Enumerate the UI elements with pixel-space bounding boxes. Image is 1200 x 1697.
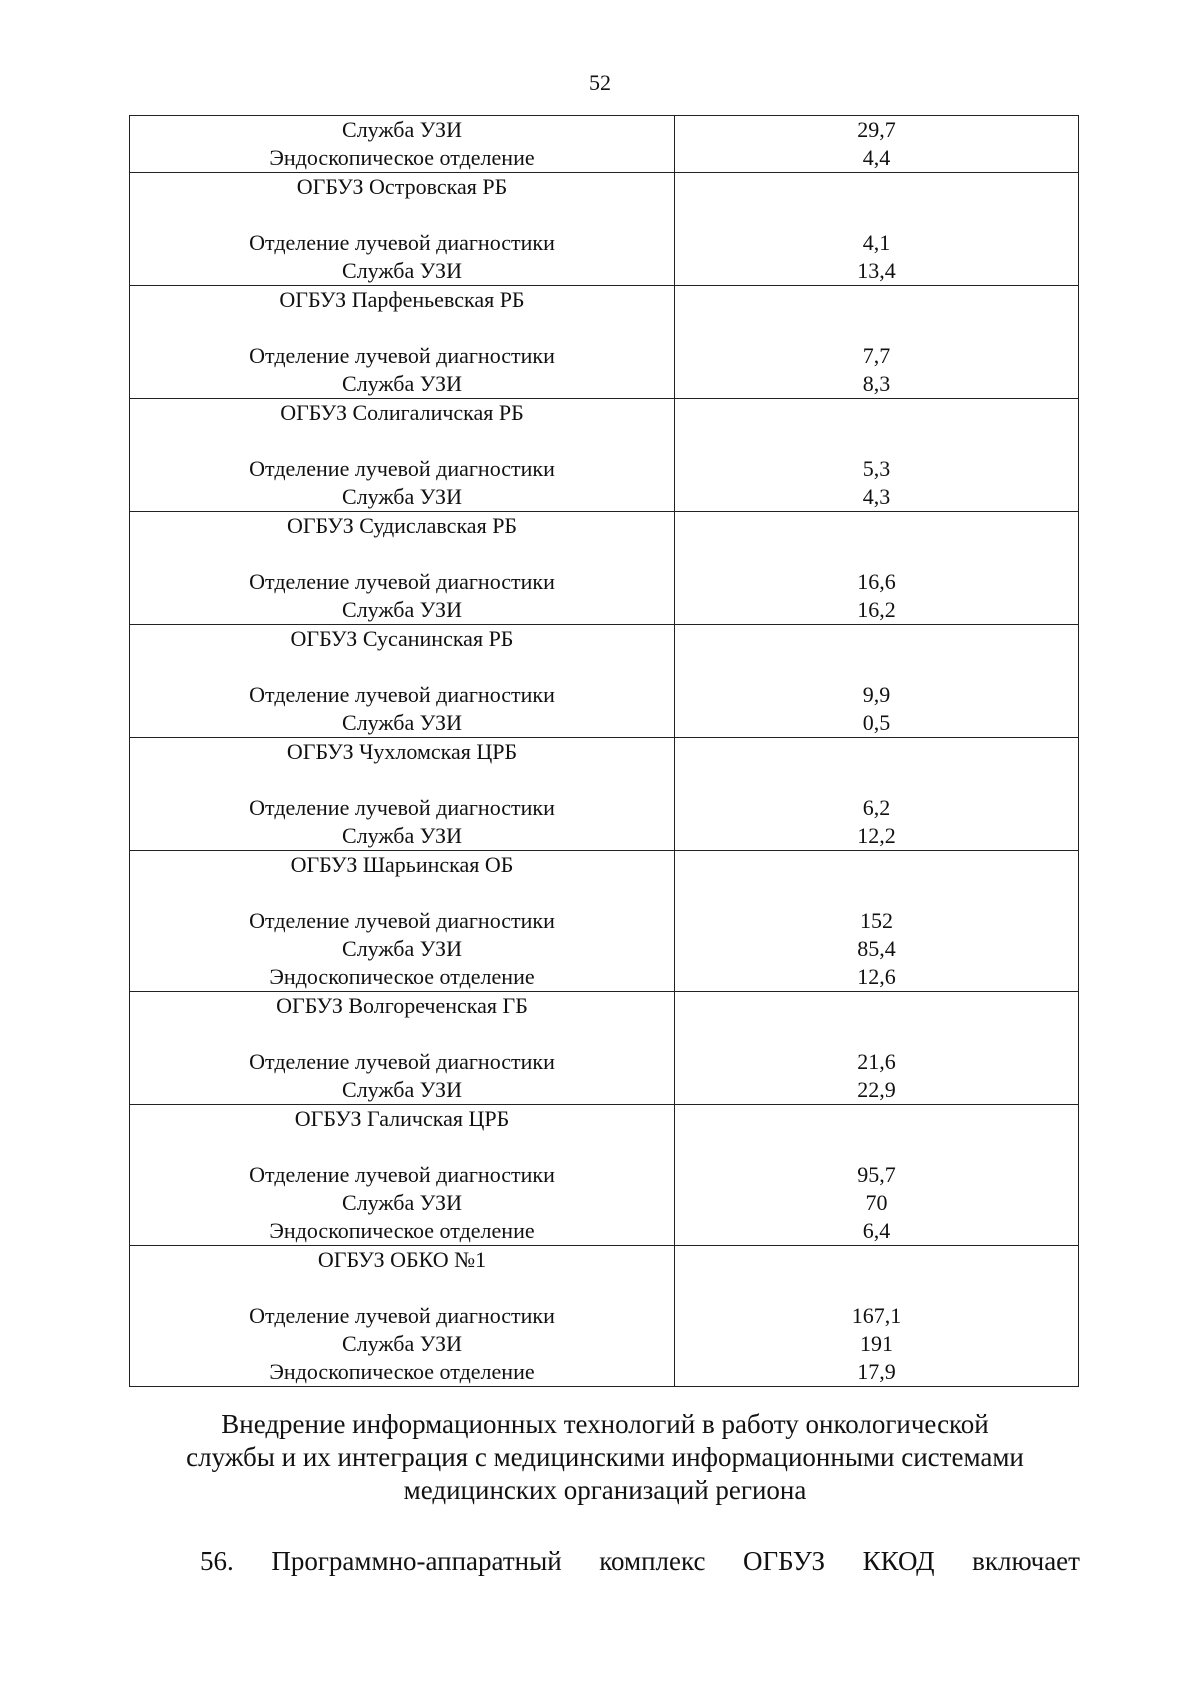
organization-name: ОГБУЗ Чухломская ЦРБ [286,739,518,764]
value-cell [675,992,1079,1105]
department-cell [130,286,675,399]
department-value: 8,3 [862,371,891,396]
value-cell [675,399,1079,512]
department-value: 0,5 [862,710,891,735]
department-cell [130,173,675,286]
value-cell [675,851,1079,992]
organization-name: ОГБУЗ Островская РБ [296,174,508,199]
table-row [130,1246,1079,1387]
table-row [130,286,1079,399]
value-cell [675,512,1079,625]
value-cell [675,625,1079,738]
department-name: Служба УЗИ [342,597,462,622]
department-name: Отделение лучевой диагностики [249,1049,555,1074]
department-name: Эндоскопическое отделение [269,145,535,170]
table-row [130,399,1079,512]
paragraph-word: 56. [200,1546,234,1576]
organization-name: ОГБУЗ Парфеньевская РБ [279,287,525,312]
department-value: 21,6 [857,1049,896,1074]
department-value: 7,7 [862,343,891,368]
table-row [130,992,1079,1105]
value-cell [675,173,1079,286]
department-name: Отделение лучевой диагностики [249,795,555,820]
section-heading [130,1408,1080,1507]
department-name: Отделение лучевой диагностики [249,569,555,594]
department-name: Отделение лучевой диагностики [249,1303,555,1328]
department-value: 12,6 [857,964,896,989]
department-cell [130,512,675,625]
value-cell [675,738,1079,851]
department-value: 4,4 [862,145,891,170]
page-number: 52 [589,70,611,95]
department-name: Отделение лучевой диагностики [249,908,555,933]
table-row [130,738,1079,851]
department-value: 17,9 [857,1359,896,1384]
department-value: 12,2 [857,823,896,848]
statistics-table [129,115,1079,1387]
department-cell [130,1246,675,1387]
department-cell [130,738,675,851]
department-value: 152 [860,908,893,933]
department-value: 95,7 [857,1162,896,1187]
department-name: Служба УЗИ [342,1190,462,1215]
organization-name: ОГБУЗ Сусанинская РБ [290,626,514,651]
department-value: 16,6 [857,569,896,594]
department-value: 6,4 [862,1218,891,1243]
department-name: Отделение лучевой диагностики [249,230,555,255]
department-name: Служба УЗИ [342,484,462,509]
department-cell [130,851,675,992]
department-name: Эндоскопическое отделение [269,1218,535,1243]
table-row [130,512,1079,625]
department-cell [130,399,675,512]
department-value: 9,9 [862,682,891,707]
value-cell [675,1105,1079,1246]
department-value: 4,3 [862,484,891,509]
department-name: Служба УЗИ [342,1331,462,1356]
paragraph-56 [200,1545,1080,1578]
department-value: 16,2 [857,597,896,622]
department-name: Служба УЗИ [342,258,462,283]
department-value: 70 [865,1190,888,1215]
department-name: Отделение лучевой диагностики [249,343,555,368]
section-heading-line: службы и их интеграция с медицинскими информационными системами [186,1442,1024,1472]
department-value: 6,2 [862,795,891,820]
department-cell [130,1105,675,1246]
department-name: Служба УЗИ [342,371,462,396]
organization-name: ОГБУЗ Волгореченская ГБ [276,993,528,1018]
department-name: Служба УЗИ [342,117,462,142]
department-value: 4,1 [862,230,891,255]
department-cell [130,625,675,738]
department-name: Отделение лучевой диагностики [249,456,555,481]
department-name: Отделение лучевой диагностики [249,1162,555,1187]
department-name: Служба УЗИ [342,1077,462,1102]
department-name: Служба УЗИ [342,710,462,735]
department-cell [130,116,675,173]
department-value: 167,1 [851,1303,902,1328]
department-value: 22,9 [857,1077,896,1102]
paragraph-word: включает [972,1546,1080,1576]
department-name: Служба УЗИ [342,936,462,961]
organization-name: ОГБУЗ Шарьинская ОБ [290,852,514,877]
table-row [130,851,1079,992]
organization-name: ОГБУЗ Солигаличская РБ [280,400,524,425]
table-row [130,173,1079,286]
department-value: 13,4 [857,258,896,283]
organization-name: ОГБУЗ Галичская ЦРБ [294,1106,510,1131]
department-name: Эндоскопическое отделение [269,1359,535,1384]
table-row [130,1105,1079,1246]
department-value: 85,4 [857,936,896,961]
paragraph-word: комплекс [599,1546,706,1576]
section-heading-line: медицинских организаций региона [403,1475,807,1505]
department-value: 191 [860,1331,893,1356]
section-heading-line: Внедрение информационных технологий в работу онкологической [221,1409,989,1439]
paragraph-word: ОГБУЗ [743,1546,825,1576]
department-value: 5,3 [862,456,891,481]
value-cell [675,286,1079,399]
paragraph-word: Программно-аппаратный [271,1546,562,1576]
department-cell [130,992,675,1105]
department-name: Эндоскопическое отделение [269,964,535,989]
value-cell [675,1246,1079,1387]
table-row [130,116,1079,173]
department-name: Отделение лучевой диагностики [249,682,555,707]
table-row [130,625,1079,738]
paragraph-word: ККОД [862,1546,935,1576]
value-cell [675,116,1079,173]
department-value: 29,7 [857,117,896,142]
organization-name: ОГБУЗ ОБКО №1 [317,1247,487,1272]
department-name: Служба УЗИ [342,823,462,848]
organization-name: ОГБУЗ Судиславская РБ [286,513,518,538]
